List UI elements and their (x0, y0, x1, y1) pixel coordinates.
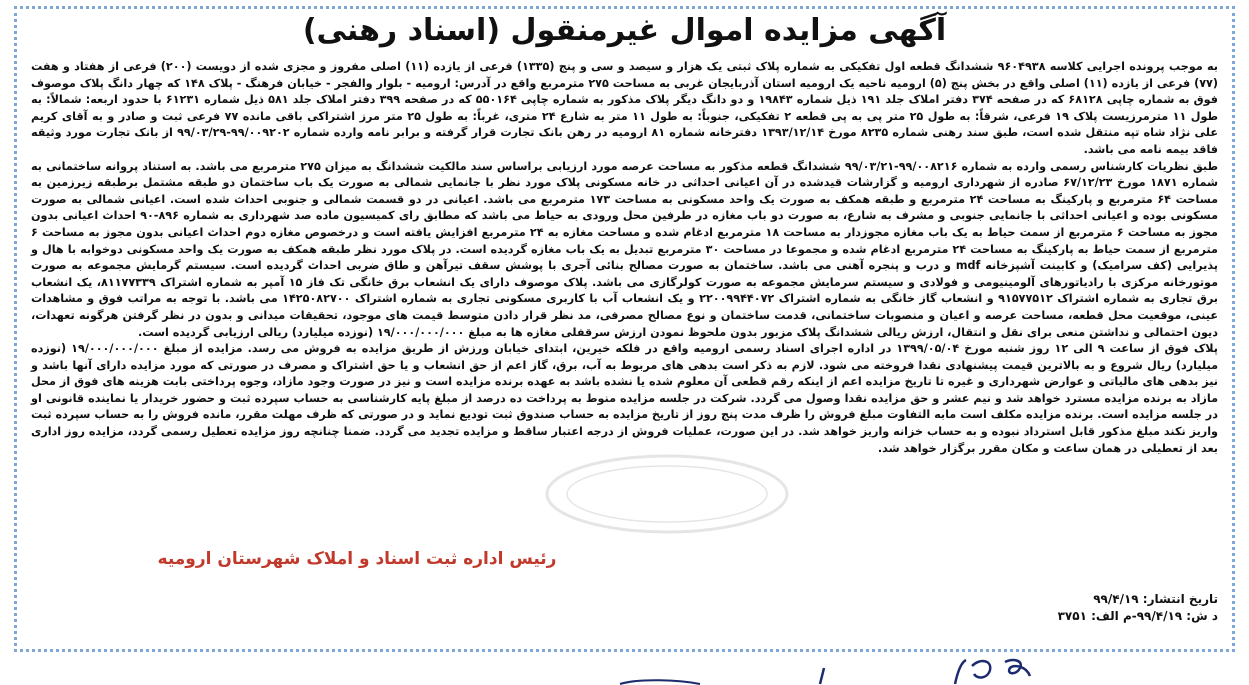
publish-date: تاریخ انتشار: ۹۹/۴/۱۹ (1093, 592, 1218, 606)
auction-notice (14, 6, 1235, 652)
paragraph-property-description: به موجب پرونده اجرایی کلاسه ۹۶۰۴۹۳۸ ششدانگ قطعه اول تفکیکی به شماره پلاک ثبتی یک هزار و سیصد و سی و پنج (۱۳۳۵) فرعی از یازده (۱۱) اصلی مفروز و مجزی شده از دویست (۲۰۰) فرعی از هفتاد و هفت (۷۷) فرعی از یازده (۱۱) اصلی واقع در بخش پنج (۵) ارومیه ناحیه یک ارومیه استان آذربایجان غربی به مساحت ۲۷۵ مترمربع واقع در آدرس: ارومیه - بلوار والفجر - خیابان فرهنگ - پلاک ۱۴۸ که چهار دانگ پلاک موصوف فوق به شماره چاپی ۶۸۱۲۸ که در صفحه ۳۷۴ دفتر املاک جلد ۱۹۱ ذیل شماره ۱۹۸۴۳ و دو دانگ دیگر پلاک مذکور به شماره چاپی ۵۵۰۱۶۴ که در صفحه ۳۹۹ دفتر املاک جلد ۵۸۱ ذیل شماره ۶۱۲۳۱ با حدود اربعه: شمالاً: به طول ۱۱ مترمرزیست پلاک ۱۹ فرعی، شرقاً: به طول ۲۵ متر پی به پی قطعه ۲ تفکیکی، جنوباً: به طول ۱۱ متر به شارع ۲۴ متری، غرباً: به طول ۲۵ متر مرز اشتراکی باقی مانده ۷۷ فرعی ثبت و صادر و به آقای کریم علی نژاد شاه تپه منتقل شده است، طبق سند رهنی شماره ۸۲۳۵ مورخ ۱۳۹۳/۱۲/۱۴ دفترخانه شماره ۸۱ ارومیه در رهن بانک تجارت قرار گرفته و برابر نامه وارده شماره ۹۹/۰۰۹۲۰۲-۹۹/۰۳/۲۹ از بانک تجارت مورد وثیقه فاقد بیمه نامه می باشد. (31, 60, 1219, 156)
reference-number: د ش: ۹۹/۴/۱۹-م الف: ۳۷۵۱ (1057, 609, 1218, 623)
stamp-watermark (537, 449, 797, 539)
notice-title: آگهی مزایده اموال غیرمنقول (اسناد رهنی) (302, 13, 947, 48)
publication-info (658, 591, 1218, 625)
paragraph-expert-assessment: طبق نظریات کارشناس رسمی وارده به شماره ۹۹/۰۰۸۲۱۶-۹۹/۰۳/۲۱ ششدانگ قطعه مذکور به مساحت عرصه مورد ارزیابی براساس سند مالکیت ششدانگ به میزان ۲۷۵ مترمربع می باشد. به استناد پروانه ساختمانی به شماره ۱۸۷۱ مورخ ۶۷/۱۲/۲۳ صادره از شهرداری ارومیه و گزارشات قیدشده در آن اعیانی احداثی در خانه مسکونی پلاک مورد نظر با جانمایی شمالی به صورت یک باب ساختمان دو طبقه مشتمل برطبقه زیرزمین به مساحت ۶۴ مترمربع و پارکینگ به مساحت ۲۴ مترمربع و طبقه همکف به صورت یک واحد مسکونی به مساحت ۱۷۳ مترمربع می باشد. اعیانی در دو قسمت شمالی و جنوبی احداث شده است. اعیانی شمالی به صورت مسکونی بوده و اعیانی احداثی با جانمایی جنوبی و مشرف به شارع، به صورت دو باب مغازه در طرفین محل ورودی به حیاط می باشد که مطابق رای کمیسیون ماده صد شهرداری به شماره ۸۹۶-۹۰ احداث اعیانی بدون مجوز به مساحت ۶ مترمربع از سمت حیاط به یک باب مغازه مجوزدار به مساحت ۱۸ مترمربع ادغام شده و مساحت مغازه به ۲۴ مترمربع افزایش یافته است و درخصوص مغازه دوم احداث اعیانی بدون مجوز به مساحت ۶ مترمربع از سمت حیاط به پارکینگ به مساحت ۲۴ مترمربع ادغام شده و مجموعا در مساحت ۳۰ مترمربع تبدیل به یک باب مغازه گردیده است. در پلاک مورد نظر طبقه همکف به صورت یک واحد مسکونی دوخوابه با هال و پذیرایی (کف سرامیک) و کابینت آشپزخانه mdf و درب و پنجره آهنی می باشد. ساختمان به صورت مصالح بنائی آجری با پوشش سقف تیرآهن و طاق ضربی احداث گردیده است. سیستم گرمایش مجموعه به صورت موتورخانه مرکزی با رادیاتورهای آلومینیومی و فولادی و سیستم سرمایش مجموعه به صورت کولرگازی می باشد. پلاک موصوف دارای یک انشعاب برق خانگی تک فاز ۱۵ آمپر به شماره اشتراک ۸۱۱۷۷۳۳۹، یک انشعاب برق تجاری به شماره اشتراک ۹۱۵۷۷۵۱۲ و انشعاب گاز خانگی به شماره اشتراک ۲۲۰۰۹۹۴۴۰۷۲ و یک انشعاب آب با کاربری مسکونی تجاری به شماره اشتراک ۱۴۲۵۰۸۲۷۰۰ می باشد. با توجه به مراتب فوق و مشاهدات عینی، موقعیت محل قطعه، مساحت عرصه و اعیان و منصوبات ساختمانی، قدمت ساختمان و نوع مصالح مصرفی، مد نظر قرار دادن متوسط قیمت های موجود، تحقیقات میدانی و بدون در نظر گرفتن هرگونه تعهدات، دیون احتمالی و نداشتن منعی برای نقل و انتقال، ارزش ریالی ششدانگ پلاک مزبور بدون ملحوظ نمودن ارزش سرقفلی مغازه ها به مبلغ ۱۹/۰۰۰/۰۰۰/۰۰۰ (نوزده میلیارد) ریالی ارزیابی گردیده است. (31, 159, 1219, 339)
notice-body (31, 59, 1218, 457)
handwritten-marks (0, 656, 1249, 685)
paragraph-auction-terms: پلاک فوق از ساعت ۹ الی ۱۲ روز شنبه مورخ ۱۳۹۹/۰۵/۰۴ در اداره اجرای اسناد رسمی ارومیه واقع در فلکه خیرین، ابتدای خیابان ورزش از طریق مزایده به فروش می رسد. مزایده از مبلغ ۱۹/۰۰۰/۰۰۰/۰۰۰ (نوزده میلیارد) ریال شروع و به بالاترین قیمت پیشنهادی نقدا فروخته می شود. لازم به ذکر است بدهی های مربوط به آب، برق، گاز اعم از حق انشعاب و یا حق اشتراک و مصرف در صورتی که مورد مزایده دارای آنها باشد و نیز بدهی های مالیاتی و عوارض شهرداری و غیره تا تاریخ مزایده اعم از اینکه رقم قطعی آن معلوم شده یا نشده باشد به عهده برنده مزایده است و نیز در صورت وجود مازاد، وجوه پرداختی بابت هزینه های فوق از محل مازاد به برنده مزایده مسترد خواهد شد و نیم عشر و حق مزایده نقدا وصول می گردد. شرکت در جلسه مزایده منوط به پرداخت ده درصد از مبلغ پایه کارشناسی به حساب سپرده ثبت و حضور خریدار یا نماینده قانونی او در جلسه مزایده است. برنده مزایده مکلف است مابه التفاوت مبلغ فروش را ظرف مدت پنج روز از تاریخ مزایده به حساب صندوق ثبت تودیع نماید و در صورتی که ظرف مهلت مقرر، مانده فروش را به حساب سپرده ثبت واریز نکند مبلغ مذکور قابل استرداد نبوده و به حساب خزانه واریز خواهد شد. در این صورت، عملیات فروش از درجه اعتبار ساقط و مزایده تجدید می گردد. ضمنا چنانچه روز مزایده تعطیل رسمی گردد، مزایده روز اداری بعد از تعطیلی در همان ساعت و مکان مقرر برگزار خواهد شد. (31, 342, 1218, 455)
signer-title: رئیس اداره ثبت اسناد و املاک شهرستان ارومیه (157, 549, 557, 569)
